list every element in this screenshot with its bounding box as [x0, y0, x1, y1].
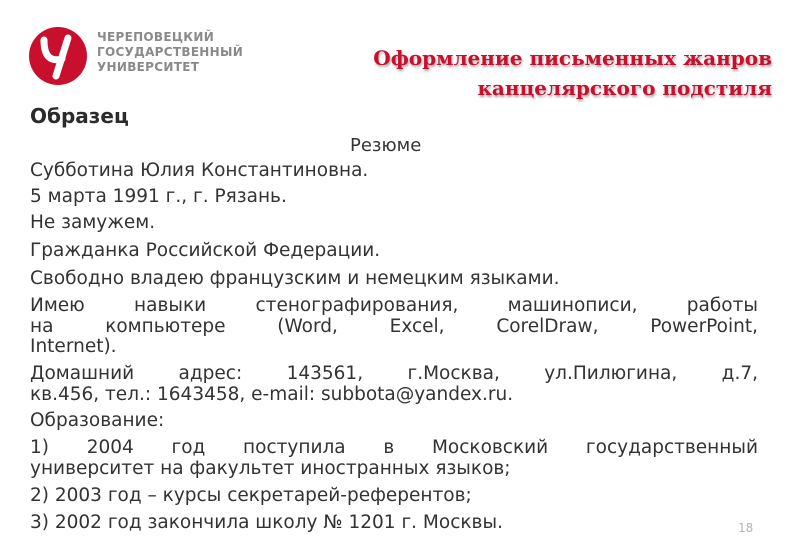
document-line: Имею навыки стенографирования, машинописи, работы	[30, 295, 758, 316]
document-line: Домашний адрес: 143561, г.Москва, ул.Пилюгина, д.7,	[30, 363, 758, 384]
section-subtitle: Образец	[30, 104, 129, 128]
page-number: 18	[738, 521, 754, 535]
document-line: Образование:	[30, 410, 165, 431]
document-line: Не замужем.	[30, 212, 156, 233]
logo-text-line-1: ЧЕРЕПОВЕЦКИЙ	[97, 30, 215, 44]
document-line: Гражданка Российской Федерации.	[30, 240, 381, 261]
document-line: Субботина Юлия Константиновна.	[30, 160, 369, 181]
document-line: кв.456, тел.: 1643458, e-mail: subbota@yandex.ru.	[30, 384, 514, 405]
document-line: Internet).	[30, 336, 117, 357]
document-heading: Резюме	[350, 135, 422, 156]
document-line: университет на факультет иностранных языков;	[30, 458, 511, 479]
university-logo-icon	[28, 26, 88, 86]
slide-title-line-2: канцелярского подстиля	[477, 76, 772, 100]
slide-title-line-1: Оформление письменных жанров	[373, 46, 772, 70]
document-line: на компьютере (Word, Excel, CorelDraw, PowerPoint,	[30, 316, 758, 337]
document-line: Свободно владею французским и немецким языками.	[30, 268, 560, 289]
document-line: 5 марта 1991 г., г. Рязань.	[30, 186, 287, 207]
document-line: 3) 2002 год закончила школу № 1201 г. Москвы.	[30, 512, 503, 533]
document-line: 2) 2003 год – курсы секретарей-референтов;	[30, 485, 472, 506]
logo-text-line-2: ГОСУДАРСТВЕННЫЙ	[97, 45, 244, 59]
document-line: 1) 2004 год поступила в Московский государственный	[30, 437, 758, 458]
logo-text-line-3: УНИВЕРСИТЕТ	[97, 60, 200, 74]
